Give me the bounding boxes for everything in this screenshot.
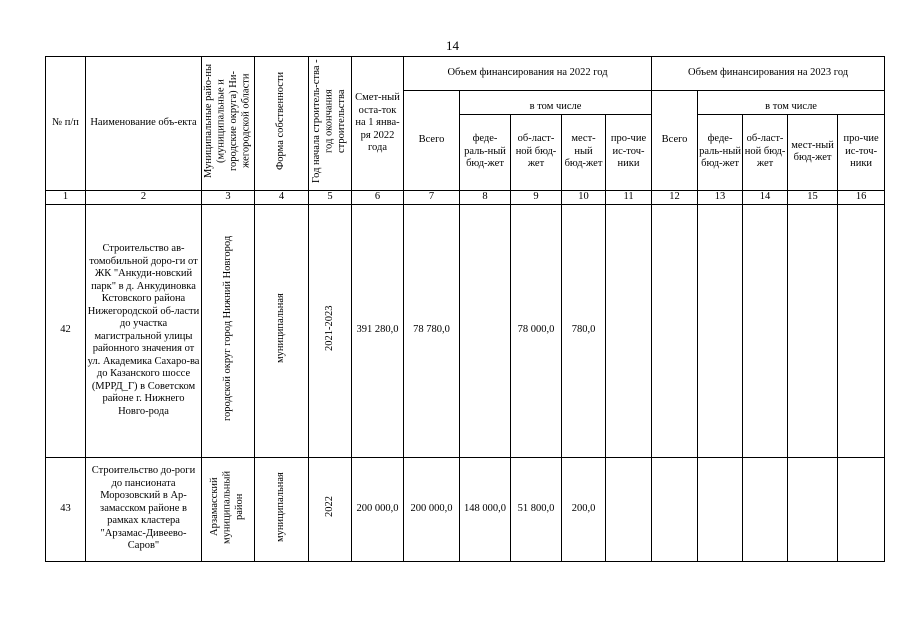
column-index: 1 <box>46 190 86 204</box>
municipality-cell: Арзамасский муниципальный район <box>202 457 255 561</box>
regional-2022-cell: 78 000,0 <box>511 204 562 457</box>
column-index: 7 <box>404 190 460 204</box>
column-index: 8 <box>460 190 511 204</box>
column-index: 9 <box>511 190 562 204</box>
ownership-cell: муниципальная <box>255 204 309 457</box>
header-federal-2023: феде-раль-ный бюд-жет <box>698 114 743 190</box>
row-num: 42 <box>46 204 86 457</box>
header-other-2023: про-чие ис-точ-ники <box>838 114 885 190</box>
header-fin-2023: Объем финансирования на 2023 год <box>652 57 885 91</box>
column-index: 11 <box>606 190 652 204</box>
header-name: Наименование объ-екта <box>86 57 202 191</box>
column-index: 13 <box>698 190 743 204</box>
years-cell: 2021-2023 <box>309 204 352 457</box>
total-2023-cell <box>652 457 698 561</box>
column-index: 15 <box>788 190 838 204</box>
years-cell: 2022 <box>309 457 352 561</box>
local-2022-cell: 780,0 <box>562 204 606 457</box>
federal-2022-cell <box>460 204 511 457</box>
total-2023-cell <box>652 204 698 457</box>
ownership-cell: муниципальная <box>255 457 309 561</box>
table-row <box>46 457 885 561</box>
header-other-2022: про-чие ис-точ-ники <box>606 114 652 190</box>
header-estimate: Смет-ный оста-ток на 1 янва-ря 2022 года <box>352 57 404 191</box>
regional-2023-cell <box>743 457 788 561</box>
header-ownership: Форма собственности <box>255 57 309 191</box>
header-regional-2022: об-ласт-ной бюд-жет <box>511 114 562 190</box>
header-including-2023: в том числе <box>698 91 885 115</box>
local-2023-cell <box>788 204 838 457</box>
other-2023-cell <box>838 457 885 561</box>
column-index: 5 <box>309 190 352 204</box>
object-name: Строительство до-роги до пансионата Морозовский в Ар-замасском районе в рамках кластера "Арзамас-Дивеево-Саров" <box>86 457 202 561</box>
federal-2022-cell: 148 000,0 <box>460 457 511 561</box>
row-num: 43 <box>46 457 86 561</box>
regional-2023-cell <box>743 204 788 457</box>
total-2022-cell: 200 000,0 <box>404 457 460 561</box>
estimate-cell: 200 000,0 <box>352 457 404 561</box>
federal-2023-cell <box>698 204 743 457</box>
header-total-2022: Всего <box>404 91 460 191</box>
header-years: Год начала строитель-ства - год окончания строительства <box>309 57 352 191</box>
column-index: 16 <box>838 190 885 204</box>
header-fin-2022: Объем финансирования на 2022 год <box>404 57 652 91</box>
column-index: 2 <box>86 190 202 204</box>
header-num: № п/п <box>46 57 86 191</box>
estimate-cell: 391 280,0 <box>352 204 404 457</box>
header-municipality: Муниципальные райо-ны (муниципальные и городские округа) Ни-жегородской области <box>202 57 255 191</box>
financing-table <box>45 56 885 562</box>
table-row <box>46 204 885 457</box>
other-2022-cell <box>606 204 652 457</box>
column-index: 3 <box>202 190 255 204</box>
federal-2023-cell <box>698 457 743 561</box>
column-index-row <box>46 190 885 204</box>
page-number: 14 <box>446 38 459 53</box>
local-2022-cell: 200,0 <box>562 457 606 561</box>
regional-2022-cell: 51 800,0 <box>511 457 562 561</box>
header-local-2022: мест-ный бюд-жет <box>562 114 606 190</box>
municipality-cell: городской округ город Нижний Новгород <box>202 204 255 457</box>
column-index: 6 <box>352 190 404 204</box>
local-2023-cell <box>788 457 838 561</box>
header-total-2023: Всего <box>652 91 698 191</box>
header-local-2023: мест-ный бюд-жет <box>788 114 838 190</box>
other-2022-cell <box>606 457 652 561</box>
header-regional-2023: об-ласт-ной бюд-жет <box>743 114 788 190</box>
column-index: 10 <box>562 190 606 204</box>
total-2022-cell: 78 780,0 <box>404 204 460 457</box>
column-index: 12 <box>652 190 698 204</box>
column-index: 14 <box>743 190 788 204</box>
header-federal-2022: феде-раль-ный бюд-жет <box>460 114 511 190</box>
header-including-2022: в том числе <box>460 91 652 115</box>
column-index: 4 <box>255 190 309 204</box>
object-name: Строительство ав-томобильной доро-ги от ЖК "Анкуди-новский парк" в д. Анкудиновка Кстовского района Нижегородской об-ласти до участка магистральной улицы районного значения от ул. Академика Сахаро-ва до Казанского шоссе (МРРД_Г) в Советском районе г. Нижнего Новго-рода <box>86 204 202 457</box>
other-2023-cell <box>838 204 885 457</box>
